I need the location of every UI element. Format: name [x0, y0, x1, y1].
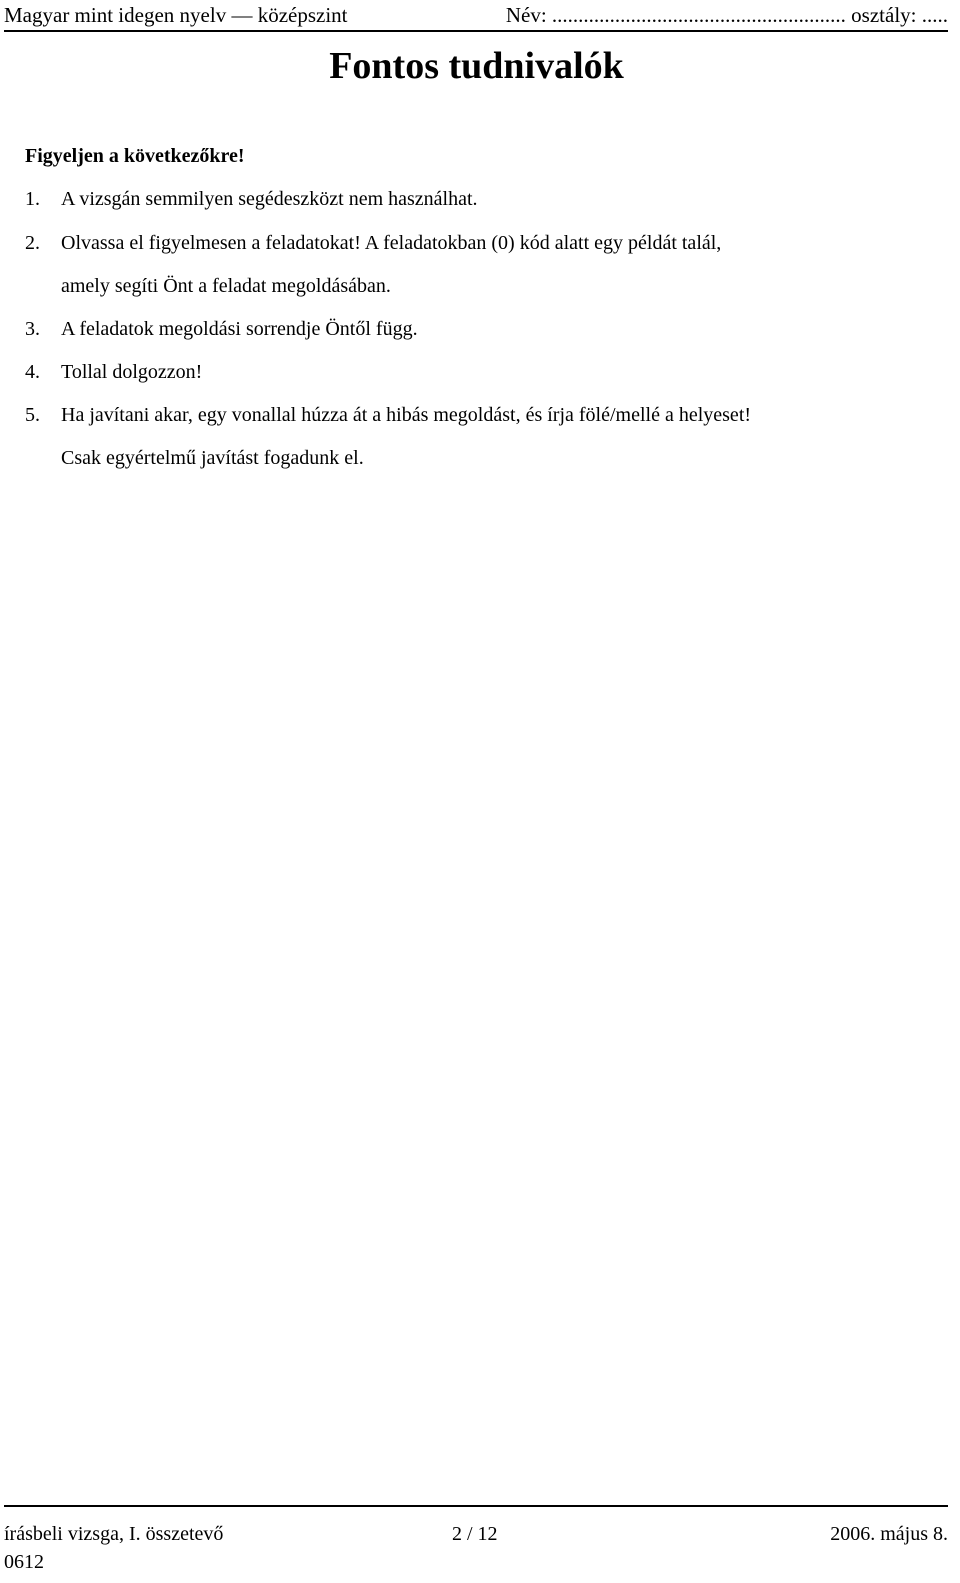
list-item-1: [25, 185, 478, 213]
page-header: [4, 0, 948, 32]
page-title-text: Fontos tudnivalók: [329, 45, 624, 87]
list-item-number: 4.: [25, 361, 40, 383]
footer-exam-part: írásbeli vizsga, I. összetevő: [4, 1523, 224, 1545]
page-title: [0, 44, 960, 88]
list-item-4: [25, 358, 202, 386]
list-item-2: [25, 229, 721, 257]
list-item-number: 1.: [25, 188, 40, 210]
footer-page-number: 2 / 12: [452, 1523, 498, 1545]
list-item-number: 2.: [25, 232, 40, 254]
page-footer: [4, 1505, 948, 1583]
list-item-text: Olvassa el figyelmesen a feladatokat! A feladatokban (0) kód alatt egy példát talál,: [61, 232, 722, 254]
list-item-text: A vizsgán semmilyen segédeszközt nem használhat.: [61, 188, 478, 210]
list-item-5: [25, 401, 751, 429]
list-item-text: Tollal dolgozzon!: [61, 361, 203, 383]
list-item-number: 5.: [25, 404, 40, 426]
footer-code: 0612: [4, 1551, 44, 1573]
list-item-text: Ha javítani akar, egy vonallal húzza át a hibás megoldást, és írja fölé/mellé a helyeset!: [61, 404, 752, 426]
header-exam-title: Magyar mint idegen nyelv — középszint: [4, 3, 348, 27]
list-item-text: A feladatok megoldási sorrendje Öntől függ.: [61, 318, 418, 340]
list-item-3: [25, 315, 418, 343]
list-item-5-continuation: Csak egyértelmű javítást fogadunk el.: [61, 447, 364, 469]
header-name-class-field: Név: ........................................................ osztály: .....: [505, 3, 948, 27]
list-item-2-continuation: amely segíti Önt a feladat megoldásában.: [61, 275, 391, 297]
list-item-number: 3.: [25, 318, 40, 340]
footer-date: 2006. május 8.: [830, 1523, 948, 1545]
intro-heading: Figyeljen a következőkre!: [25, 145, 245, 167]
